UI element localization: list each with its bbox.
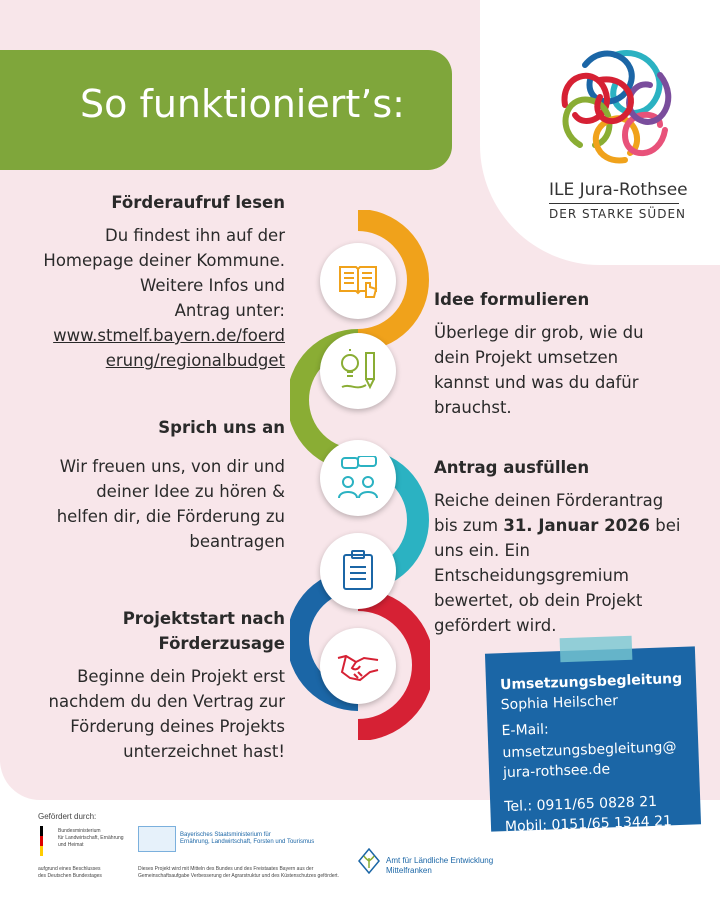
step4-line: Reiche deinen Förderantrag xyxy=(434,491,664,510)
step1-heading: Förderaufruf lesen xyxy=(111,193,285,212)
step2-line: dein Projekt umsetzen xyxy=(434,348,619,367)
step3-line: Wir freuen uns, von dir und xyxy=(59,457,285,476)
step2-line: brauchst. xyxy=(434,398,512,417)
logo-title: ILE Jura-Rothsee xyxy=(549,180,688,200)
step4-line: uns ein. Ein xyxy=(434,541,530,560)
step3-line: deiner Idee zu hören & xyxy=(96,482,285,501)
step4-block xyxy=(434,455,714,638)
step2-block xyxy=(434,287,704,420)
funded-by-label: Gefördert durch: xyxy=(38,812,97,821)
logo-divider xyxy=(549,203,679,204)
page-title: So funktioniert’s: xyxy=(80,82,405,126)
logo-subtitle: DER STARKE SÜDEN xyxy=(549,207,687,221)
step5-line: unterzeichnet hast! xyxy=(123,742,285,761)
federal-eagle-icon xyxy=(38,826,52,856)
contact-name: Sophia Heilscher xyxy=(500,693,619,714)
bavaria-coat-of-arms-icon xyxy=(138,826,176,852)
alr-name: Amt für Ländliche Entwicklung Mittelfranken xyxy=(386,856,494,875)
tape-strip xyxy=(560,636,633,662)
step5-block xyxy=(5,606,285,764)
step4-line: gefördert wird. xyxy=(434,616,557,635)
step4-line: Entscheidungsgremium xyxy=(434,566,629,585)
ile-knot-logo-icon xyxy=(545,35,685,175)
step1-block xyxy=(15,190,285,373)
step1-line: Weitere Infos und xyxy=(140,276,285,295)
step3-line: beantragen xyxy=(189,532,285,551)
contact-email[interactable]: umsetzungsbegleitung@ xyxy=(502,739,677,762)
step1-line: Antrag unter: xyxy=(174,301,285,320)
step2-line: Überlege dir grob, wie du xyxy=(434,323,644,342)
bmel-note: aufgrund eines Beschlusses des Deutschen Bundestages xyxy=(38,866,102,879)
bavaria-ministry-name: Bayerisches Staatsministerium für Ernährung, Landwirtschaft, Forsten und Tourismus xyxy=(180,832,315,845)
chat-people-icon xyxy=(336,456,380,500)
contact-email-label: E-Mail: xyxy=(501,721,549,740)
step5-line: Förderung deines Projekts xyxy=(70,717,285,736)
deadline-date: 31. Januar 2026 xyxy=(503,516,651,535)
step5-heading-continued: Förderzusage xyxy=(158,634,285,653)
step1-icon-circle xyxy=(320,243,396,319)
alr-sprout-icon xyxy=(358,848,380,874)
contact-heading: Umsetzungsbegleitung xyxy=(499,670,683,694)
step5-heading: Projektstart nach xyxy=(122,609,285,628)
regionalbudget-link-continued[interactable]: erung/regionalbudget xyxy=(105,351,285,370)
step4-deadline-line: bis zum 31. Januar 2026 bei xyxy=(434,516,681,535)
step1-line: Du findest ihn auf der xyxy=(105,226,285,245)
project-funding-note: Dieses Projekt wird mit Mitteln des Bundes und des Freistaates Bayern aus der Gemeinschaftsaufgabe Verbesserung der Agrarstruktur und des Küstenschutzes gefördert. xyxy=(138,866,339,879)
step5-icon-circle xyxy=(320,628,396,704)
contact-phone: Tel.: 0911/65 0828 21 xyxy=(504,793,658,816)
step4-line: bewertet, ob dein Projekt xyxy=(434,591,643,610)
regionalbudget-link[interactable]: www.stmelf.bayern.de/foerd xyxy=(53,326,285,345)
step5-line: Beginne dein Projekt erst xyxy=(77,667,285,686)
handshake-icon xyxy=(336,644,380,688)
step3-heading: Sprich uns an xyxy=(158,418,285,437)
step2-icon-circle xyxy=(320,333,396,409)
clipboard-icon xyxy=(336,549,380,593)
bmel-name: Bundesministerium für Landwirtschaft, Ernährung und Heimat xyxy=(58,828,124,848)
step3-line: helfen dir, die Förderung zu xyxy=(56,507,285,526)
contact-card xyxy=(485,646,701,836)
contact-mobile: Mobil: 0151/65 1344 21 xyxy=(504,813,673,836)
contact-email-domain[interactable]: jura-rothsee.de xyxy=(502,761,611,782)
step4-icon-circle xyxy=(320,533,396,609)
step4-heading: Antrag ausfüllen xyxy=(434,458,590,477)
step3-icon-circle xyxy=(320,440,396,516)
step2-heading: Idee formulieren xyxy=(434,290,590,309)
step2-line: kannst und was du dafür xyxy=(434,373,639,392)
book-hand-icon xyxy=(336,259,380,303)
step5-line: nachdem du den Vertrag zur xyxy=(48,692,285,711)
lightbulb-pencil-icon xyxy=(336,349,380,393)
step3-block xyxy=(5,415,285,554)
step1-line: Homepage deiner Kommune. xyxy=(43,251,285,270)
